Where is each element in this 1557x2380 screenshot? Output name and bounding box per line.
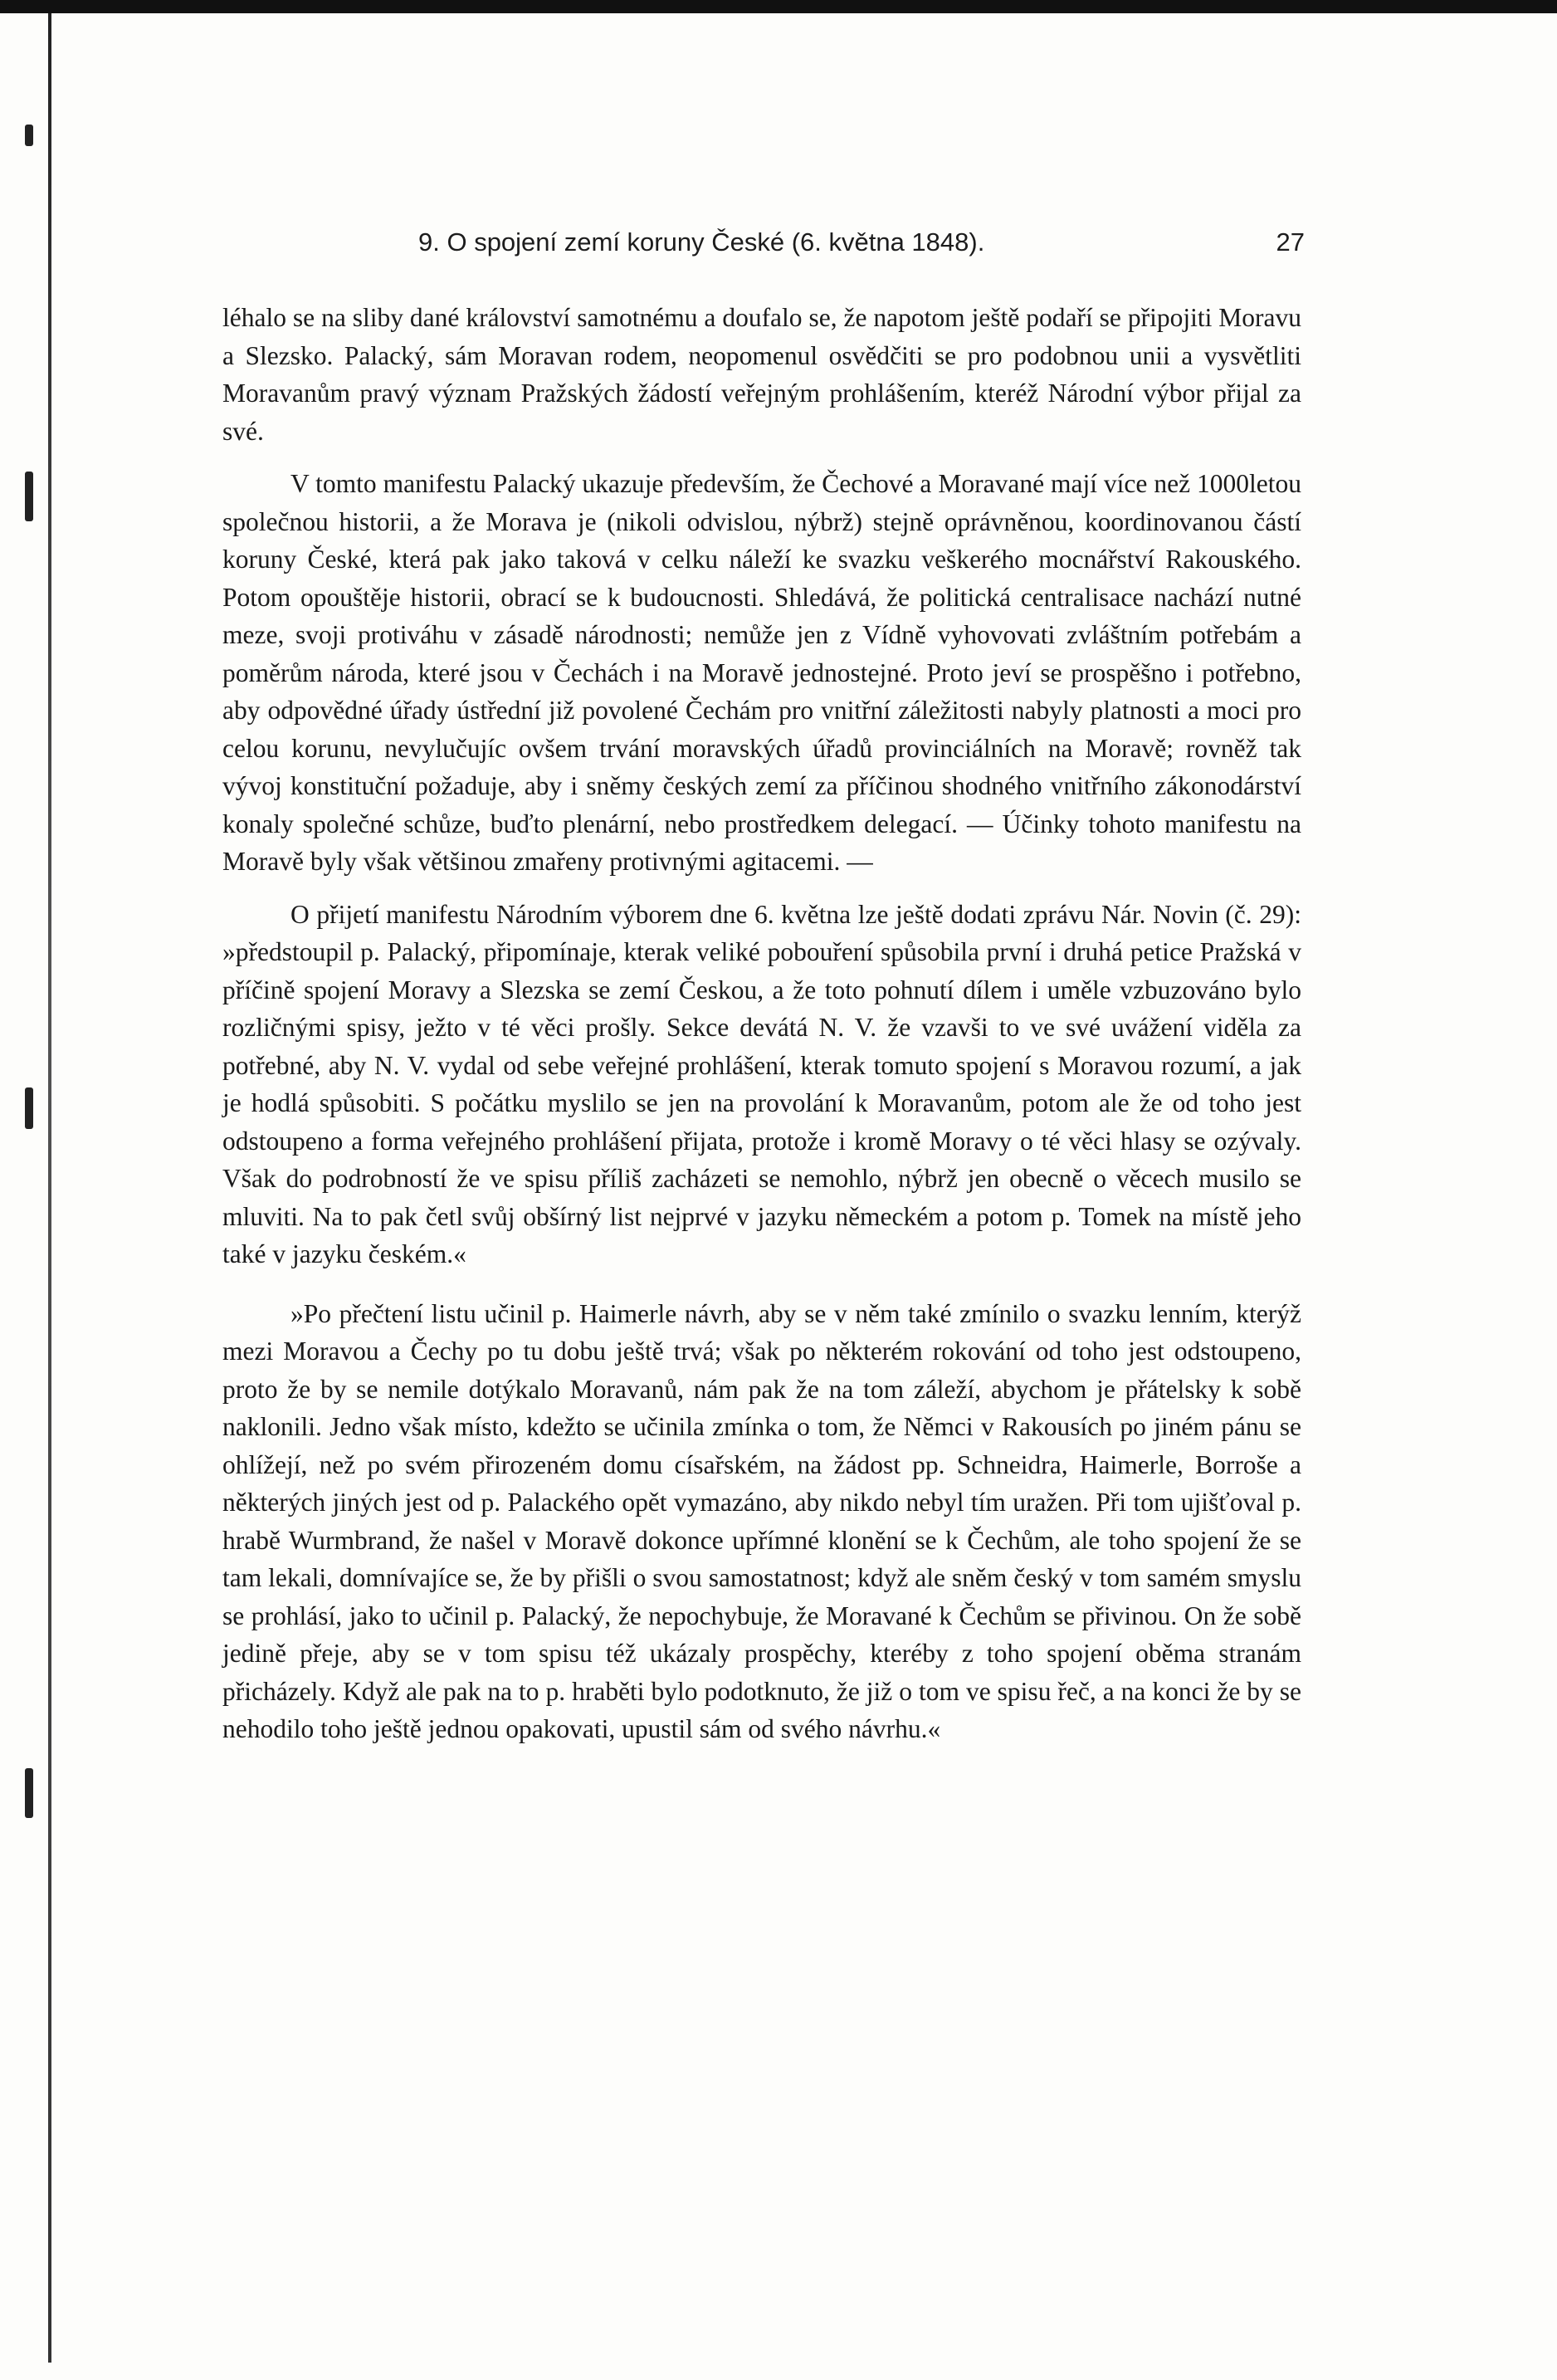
body-text bbox=[222, 299, 1301, 1748]
scan-edge-mark bbox=[25, 1087, 33, 1129]
scan-binding-edge bbox=[48, 13, 51, 2363]
chapter-title: 9. O spojení zemí koruny České (6. května 1848). bbox=[418, 227, 985, 257]
scan-edge-mark bbox=[25, 125, 33, 146]
document-page bbox=[222, 224, 1305, 1748]
scan-top-border bbox=[0, 0, 1557, 13]
scan-edge-mark bbox=[25, 1768, 33, 1818]
paragraph-4: »Po přečtení listu učinil p. Haimerle návrh, aby se v něm také zmínilo o svazku lenním, kterýž mezi Moravou a Čechy po tu dobu ještě trvá; však po některém rokování od toho jest odstoupeno, proto že by se nemile dotýkalo Moravanů, nám pak že na tom záleží, abychom je přátelsky k sobě naklonili. Jedno však místo, kdežto se učinila zmínka o tom, že Němci v Rakousích po jiném pánu se ohlížejí, než po svém přirozeném domu císařském, na žádost pp. Schneidra, Haimerle, Borroše a některých jiných jest od p. Palackého opět vymazáno, aby nikdo nebyl tím uražen. Při tom ujišťoval p. hrabě Wurmbrand, že našel v Moravě dokonce upřímné klonění se k Čechům, ale toho spojení že se tam lekali, domnívajíce se, že by přišli o svou samostatnost; když ale sněm český v tom samém smyslu se prohlásí, jako to učinil p. Palacký, že nepochybuje, že Moravané k Čechům se přivinou. On že sobě jedině přeje, aby se v tom spisu též ukázaly prospěchy, kteréby z toho spojení oběma stranám přicházely. Když ale pak na to p. hraběti bylo podotknuto, že již o tom ve spisu řeč, a na konci že by se nehodilo toho ještě jednou opakovati, upustil sám od svého návrhu.« bbox=[222, 1298, 1301, 1743]
scan-edge-mark bbox=[25, 472, 33, 521]
paragraph-3: O přijetí manifestu Národním výborem dne 6. května lze ještě dodati zprávu Nár. Novin (č. 29): »předstoupil p. Palacký, připomínaje, kterak veliké pobouření spůsobila první i druhá petice Pražská v příčině spojení Moravy a Slezska se zemí Českou, a že toto pohnutí dílem i uměle vzbuzováno bylo rozličnými spisy, ježto v té věci prošly. Sekce devátá N. V. že vzavši to ve své uvážení viděla za potřebné, aby N. V. vydal od sebe veřejné prohlášení, kterak tomuto spojení s Moravou rozumí, a jak je hodlá spůsobiti. S počátku myslilo se jen na provolání k Moravanům, potom ale že od toho jest odstoupeno a forma veřejného prohlášení přijata, protože i kromě Moravy o té věci hlasy se ozývaly. Však do podrobností že ve spisu příliš zacházeti se nemohlo, nýbrž jen obecně o věcech musilo se mluviti. Na to pak četl svůj obšírný list nejprvé v jazyku německém a potom p. Tomek na místě jeho také v jazyku českém.« bbox=[222, 899, 1301, 1268]
paragraph-2: V tomto manifestu Palacký ukazuje především, že Čechové a Moravané mají více než 1000letou společnou historii, a že Morava je (nikoli odvislou, nýbrž) stejně oprávněnou, koordinovanou částí koruny České, která pak jako taková v celku náleží ke svazku veškerého mocnářství Rakouského. Potom opouštěje historii, obrací se k budoucnosti. Shledává, že politická centralisace nachází nutné meze, svoji protiváhu v zásadě národnosti; nemůže jen z Vídně vyhovovati zvláštním potřebám a poměrům národa, které jsou v Čechách i na Moravě jednostejné. Proto jeví se prospěšno i potřebno, aby odpovědné úřady ústřední již povolené Čechám pro vnitřní záležitosti nabyly platnosti a moci pro celou korunu, nevylučujíc ovšem trvání moravských úřadů provinciálních na Moravě; rovněž tak vývoj konstituční požaduje, aby i sněmy českých zemí za příčinou shodného vnitřního zákonodárství konaly společné schůze, buďto plenární, nebo prostředkem delegací. — Účinky tohoto manifestu na Moravě byly však většinou zmařeny protivnými agitacemi. — bbox=[222, 469, 1301, 876]
running-header bbox=[222, 224, 1305, 267]
paragraph-1: léhalo se na sliby dané království samotnému a doufalo se, že napotom ještě podaří se připojiti Moravu a Slezsko. Palacký, sám Moravan rodem, neopomenul osvědčiti se pro podobnou unii a vysvětliti Moravanům pravý význam Pražských žádostí veřejným prohlášením, kteréž Národní výbor přijal za své. bbox=[222, 303, 1301, 446]
page-number: 27 bbox=[1276, 227, 1305, 257]
